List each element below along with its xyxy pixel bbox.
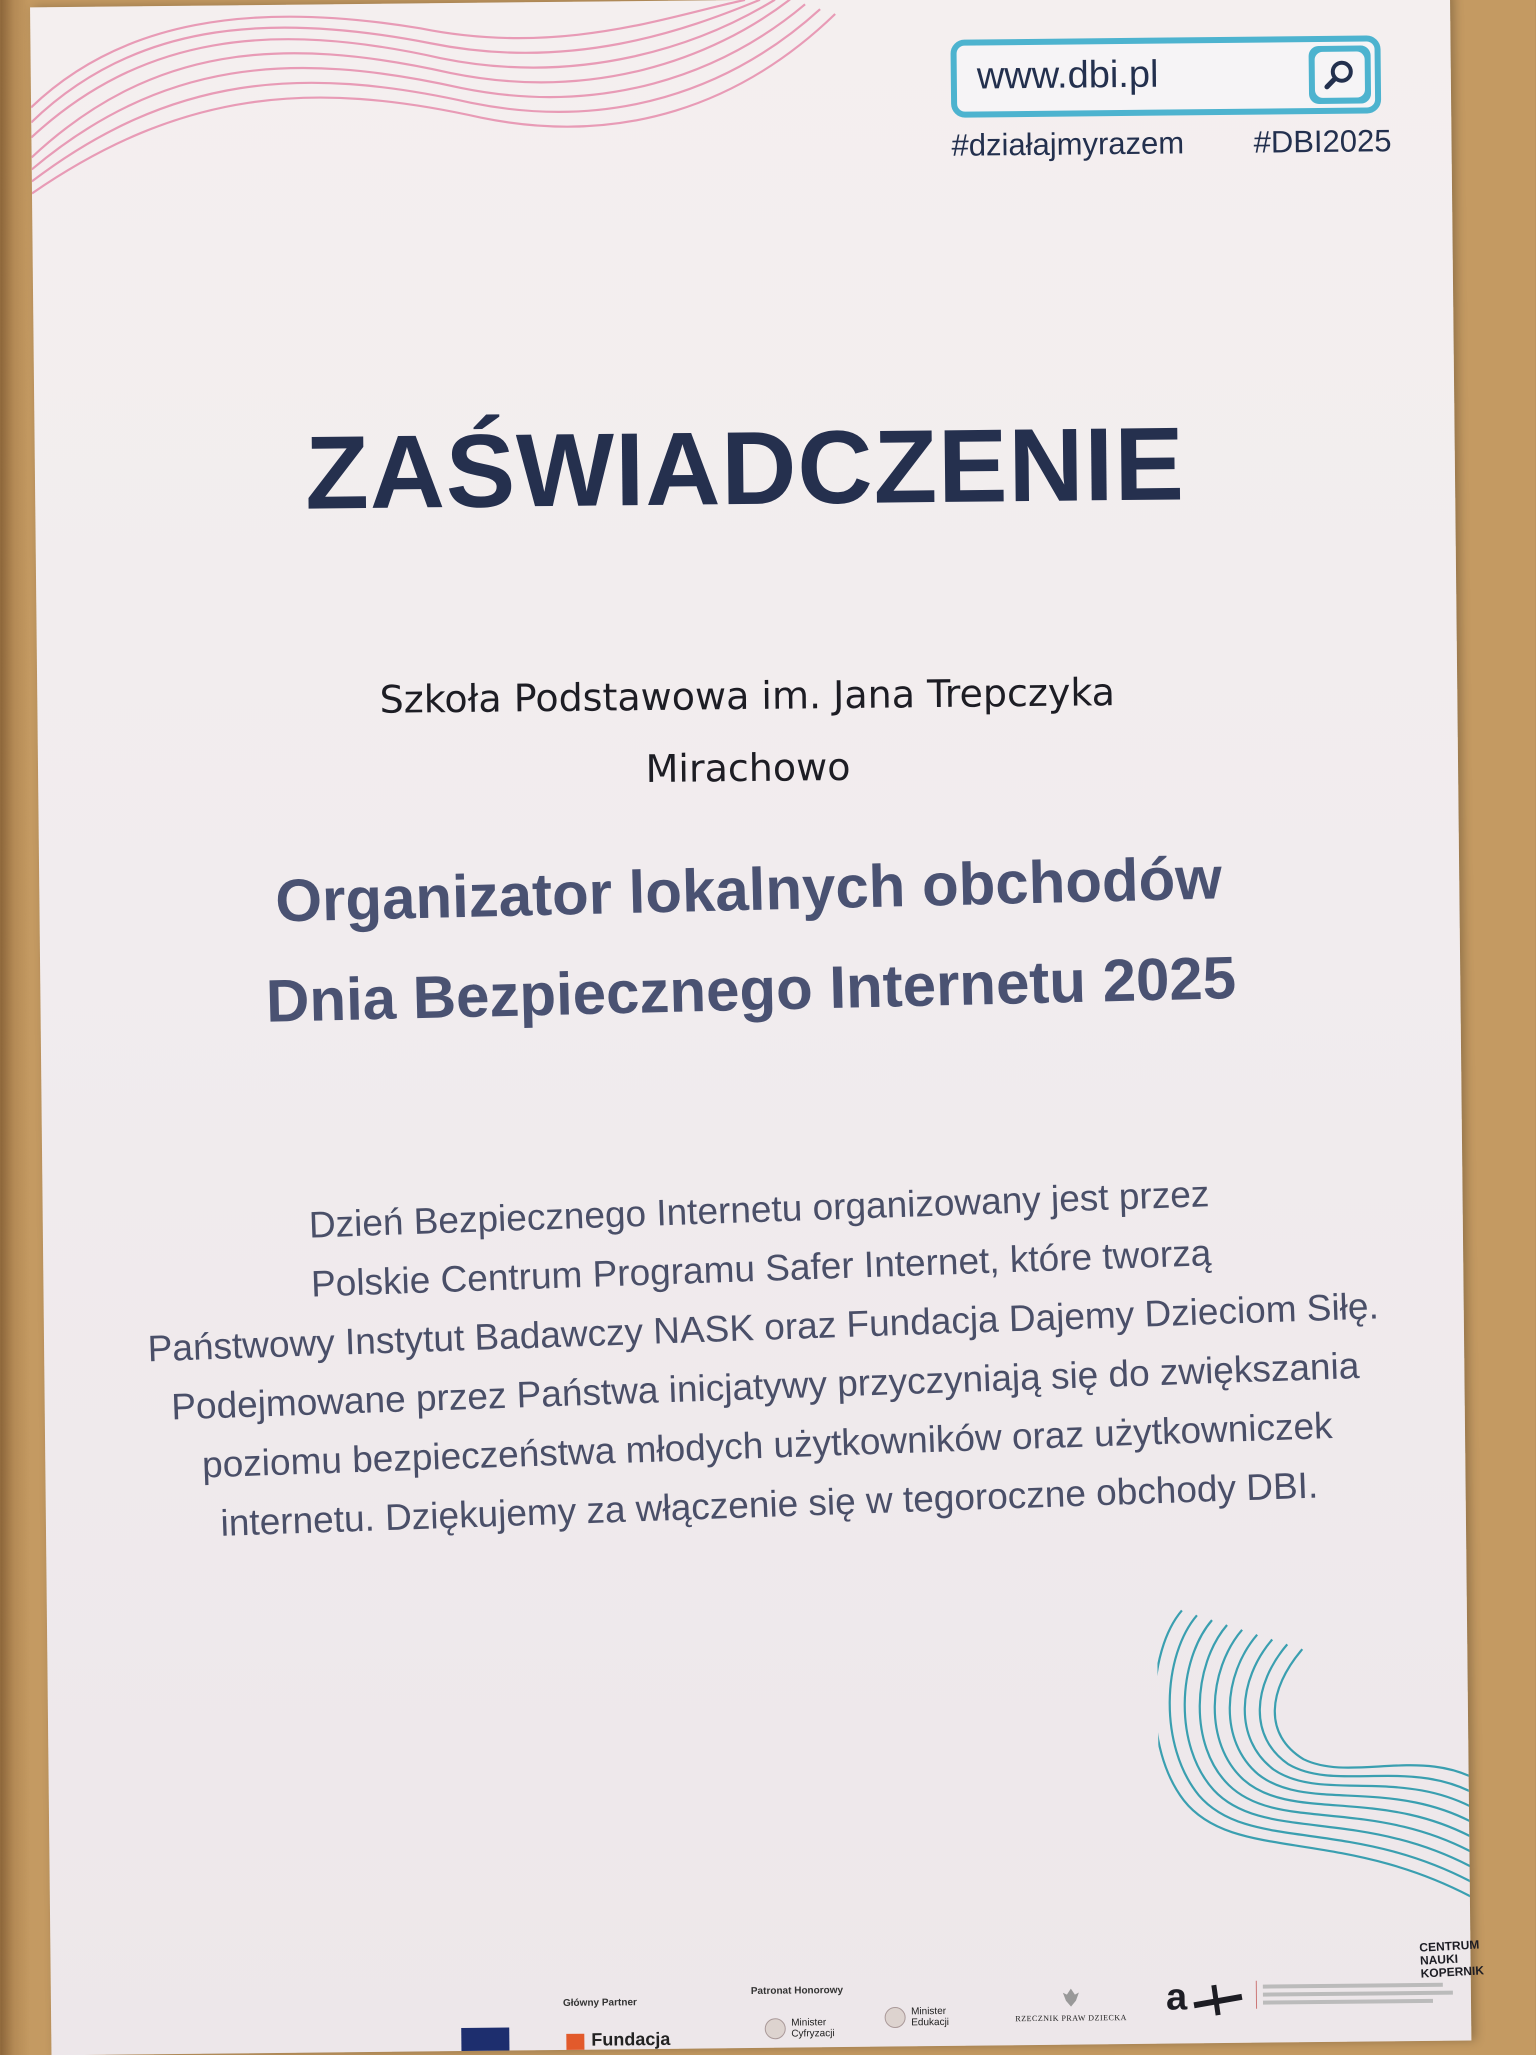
honorary-patronage xyxy=(751,1985,843,1997)
centrum-line-1: CENTRUM xyxy=(1418,1937,1480,1955)
body-line: Dzień Bezpiecznego Internetu organizowany jest przez xyxy=(308,1173,1210,1246)
svg-text:a: a xyxy=(1165,1976,1188,2019)
centrum-line-2: NAUKI xyxy=(1419,1951,1459,1968)
minister-cyfryzacji-label: Minister Cyfryzacji xyxy=(791,2017,835,2040)
eagle-emblem-icon xyxy=(763,2016,787,2042)
recipient-location: Mirachowo xyxy=(645,744,851,792)
subtitle-line-1: Organizator lokalnych obchodów xyxy=(274,844,1223,935)
hashtag-dbi2025: #DBI2025 xyxy=(1253,123,1392,160)
sponsor-footer xyxy=(50,1922,1471,2055)
fundacja-logo-text: Fundacja xyxy=(591,2028,671,2050)
subtitle-line-2: Dnia Bezpiecznego Internetu 2025 xyxy=(265,944,1237,1035)
body-line: internetu. Dziękujemy za włączenie się w tegoroczne obchody DBI. xyxy=(219,1464,1319,1544)
website-search-box xyxy=(950,35,1381,117)
hashtags xyxy=(951,123,1391,164)
eu-flag-logo xyxy=(461,2028,509,2053)
search-button xyxy=(1309,45,1372,104)
teal-wave-decoration xyxy=(1157,1592,1472,1925)
recipient-block xyxy=(37,653,1458,812)
a-logo-icon xyxy=(1166,1975,1246,2020)
certificate-sheet xyxy=(30,0,1471,2055)
honorary-label: Patronat Honorowy xyxy=(750,1985,844,1997)
minister-edukacji-label: Minister Edukacji xyxy=(911,2005,950,2029)
body-line: Podejmowane przez Państwa inicjatywy przyczyniają się do zwiększania xyxy=(170,1345,1360,1428)
main-partner-label: Główny Partner xyxy=(562,1997,637,2009)
centrum-nauki-kopernik-logo xyxy=(1419,1938,1484,1980)
body-line: poziomu bezpieczeństwa młodych użytkowników oraz użytkowniczek xyxy=(201,1405,1334,1486)
main-partner-logo xyxy=(563,1997,637,2009)
pink-wave-decoration xyxy=(30,0,852,227)
rzecznik-label: RZECZNIK PRAW DZIECKA xyxy=(1015,2013,1127,2024)
eagle-emblem-icon xyxy=(883,2004,907,2030)
body-paragraph xyxy=(68,1156,1460,1558)
recipient-school-name: Szkoła Podstawowa im. Jana Trepczyka xyxy=(379,670,1116,722)
website-url: www.dbi.pl xyxy=(976,53,1159,98)
search-icon xyxy=(1315,51,1365,98)
body-line: Polskie Centrum Programu Safer Internet, które tworzą xyxy=(310,1232,1212,1305)
award-subtitle xyxy=(38,823,1462,1058)
certificate-title: ZAŚWIADCZENIE xyxy=(304,406,1186,532)
eagle-emblem-icon xyxy=(1061,1987,1081,2009)
centrum-line-3: KOPERNIK xyxy=(1420,1963,1485,1981)
fundacja-logo-mark xyxy=(566,2034,584,2052)
rzecznik-praw-dziecka-logo xyxy=(1011,1986,1131,2023)
hashtag-dzialajmyrazem: #działajmyrazem xyxy=(951,125,1185,163)
partner-notice xyxy=(1256,1979,1463,2009)
body-line: Państwowy Instytut Badawczy NASK oraz Fundacja Dajemy Dzieciom Siłę. xyxy=(146,1285,1380,1370)
minister-cyfryzacji-logo xyxy=(763,2015,847,2042)
minister-edukacji-logo xyxy=(883,2004,963,2031)
